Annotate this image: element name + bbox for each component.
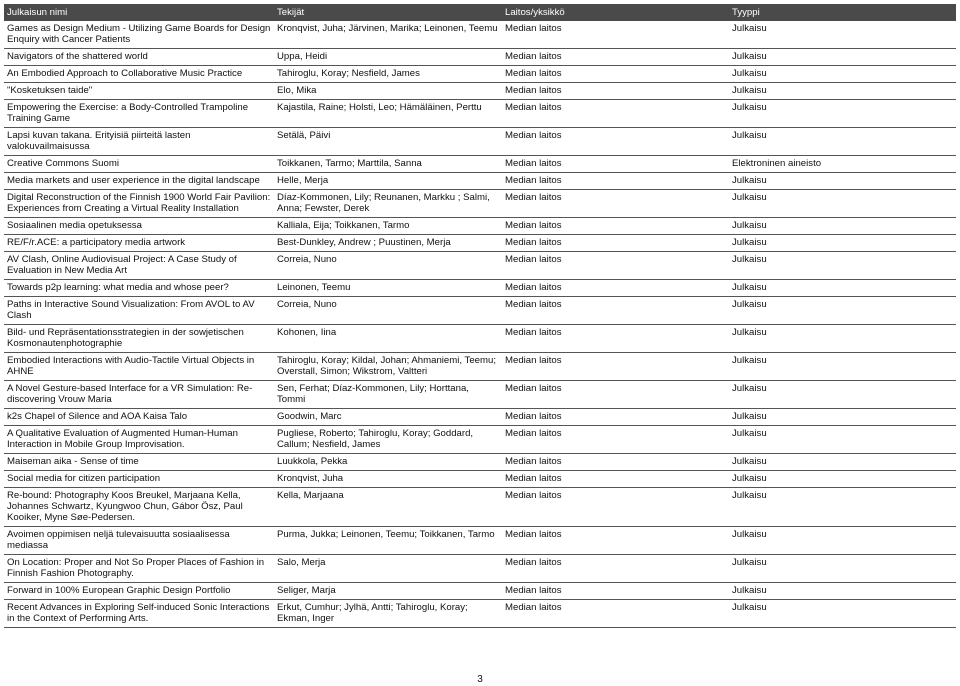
- header-type: Tyyppi: [729, 4, 956, 21]
- publication-type: Julkaisu: [729, 190, 956, 218]
- authors: Setälä, Päivi: [274, 128, 502, 156]
- publication-title: Re-bound: Photography Koos Breukel, Marjaana Kella, Johannes Schwartz, Kyungwoo Chun, Gábor Ösz, Paul Kooiker, Myne Søe-Pedersen.: [4, 488, 274, 527]
- table-row: [4, 527, 956, 555]
- department: Median laitos: [502, 156, 729, 173]
- publication-title: RE/F/r.ACE: a participatory media artwork: [4, 235, 274, 252]
- table-row: [4, 426, 956, 454]
- publication-type: Julkaisu: [729, 527, 956, 555]
- publication-type: Julkaisu: [729, 471, 956, 488]
- publication-title: AV Clash, Online Audiovisual Project: A Case Study of Evaluation in New Media Art: [4, 252, 274, 280]
- publication-title: An Embodied Approach to Collaborative Music Practice: [4, 66, 274, 83]
- publication-type: Julkaisu: [729, 49, 956, 66]
- publication-title: Towards p2p learning: what media and whose peer?: [4, 280, 274, 297]
- publication-type: Julkaisu: [729, 555, 956, 583]
- authors: Luukkola, Pekka: [274, 454, 502, 471]
- publication-type: Julkaisu: [729, 325, 956, 353]
- table-row: [4, 325, 956, 353]
- publication-type: Julkaisu: [729, 297, 956, 325]
- publication-title: Recent Advances in Exploring Self-induced Sonic Interactions in the Context of Performing Arts.: [4, 600, 274, 628]
- authors: Correia, Nuno: [274, 252, 502, 280]
- publication-type: Julkaisu: [729, 21, 956, 49]
- table-row: [4, 49, 956, 66]
- table-row: [4, 555, 956, 583]
- publication-type: Julkaisu: [729, 100, 956, 128]
- table-row: [4, 280, 956, 297]
- publication-title: Bild- und Repräsentationsstrategien in der sowjetischen Kosmonautenphotographie: [4, 325, 274, 353]
- table-row: [4, 218, 956, 235]
- publication-title: Empowering the Exercise: a Body-Controlled Trampoline Training Game: [4, 100, 274, 128]
- publication-type: Julkaisu: [729, 381, 956, 409]
- publication-title: Paths in Interactive Sound Visualization: From AVOL to AV Clash: [4, 297, 274, 325]
- department: Median laitos: [502, 100, 729, 128]
- publication-type: Julkaisu: [729, 353, 956, 381]
- publication-title: k2s Chapel of Silence and AOA Kaisa Talo: [4, 409, 274, 426]
- publication-title: Sosiaalinen media opetuksessa: [4, 218, 274, 235]
- table-row: [4, 83, 956, 100]
- publication-type: Julkaisu: [729, 280, 956, 297]
- department: Median laitos: [502, 280, 729, 297]
- publication-type: Julkaisu: [729, 173, 956, 190]
- authors: Pugliese, Roberto; Tahiroglu, Koray; Goddard, Callum; Nesfield, James: [274, 426, 502, 454]
- publication-title: A Qualitative Evaluation of Augmented Human-Human Interaction in Mobile Group Improvisation.: [4, 426, 274, 454]
- publication-list: [4, 4, 956, 628]
- publication-title: Navigators of the shattered world: [4, 49, 274, 66]
- publication-title: Embodied Interactions with Audio-Tactile Virtual Objects in AHNE: [4, 353, 274, 381]
- department: Median laitos: [502, 381, 729, 409]
- authors: Seliger, Marja: [274, 583, 502, 600]
- table-row: [4, 454, 956, 471]
- table-row: [4, 252, 956, 280]
- publication-type: Julkaisu: [729, 488, 956, 527]
- table-row: [4, 156, 956, 173]
- publication-title: Forward in 100% European Graphic Design Portfolio: [4, 583, 274, 600]
- department: Median laitos: [502, 409, 729, 426]
- publication-title: Maiseman aika - Sense of time: [4, 454, 274, 471]
- publication-type: Julkaisu: [729, 600, 956, 628]
- authors: Kronqvist, Juha: [274, 471, 502, 488]
- publication-title: Digital Reconstruction of the Finnish 1900 World Fair Pavilion: Experiences from Creating a Virtual Reality Installation: [4, 190, 274, 218]
- publication-title: On Location: Proper and Not So Proper Places of Fashion in Finnish Fashion Photography.: [4, 555, 274, 583]
- publication-type: Julkaisu: [729, 218, 956, 235]
- department: Median laitos: [502, 583, 729, 600]
- table-row: [4, 600, 956, 628]
- publication-title: Creative Commons Suomi: [4, 156, 274, 173]
- authors: Kajastila, Raine; Holsti, Leo; Hämäläinen, Perttu: [274, 100, 502, 128]
- department: Median laitos: [502, 555, 729, 583]
- publication-title: Games as Design Medium - Utilizing Game Boards for Design Enquiry with Cancer Patients: [4, 21, 274, 49]
- page-number: 3: [477, 674, 483, 685]
- publication-title: "Kosketuksen taide": [4, 83, 274, 100]
- publication-title: Social media for citizen participation: [4, 471, 274, 488]
- publication-type: Julkaisu: [729, 83, 956, 100]
- authors: Kronqvist, Juha; Järvinen, Marika; Leinonen, Teemu: [274, 21, 502, 49]
- header-title: Julkaisun nimi: [4, 4, 274, 21]
- publications-table: [4, 4, 956, 628]
- department: Median laitos: [502, 527, 729, 555]
- department: Median laitos: [502, 471, 729, 488]
- table-header-row: [4, 4, 956, 21]
- authors: Kalliala, Eija; Toikkanen, Tarmo: [274, 218, 502, 235]
- table-row: [4, 381, 956, 409]
- table-row: [4, 409, 956, 426]
- table-row: [4, 128, 956, 156]
- table-row: [4, 488, 956, 527]
- department: Median laitos: [502, 426, 729, 454]
- authors: Tahiroglu, Koray; Nesfield, James: [274, 66, 502, 83]
- authors: Correia, Nuno: [274, 297, 502, 325]
- department: Median laitos: [502, 454, 729, 471]
- table-row: [4, 583, 956, 600]
- table-row: [4, 100, 956, 128]
- authors: Salo, Merja: [274, 555, 502, 583]
- authors: Sen, Ferhat; Díaz-Kommonen, Lily; Horttana, Tommi: [274, 381, 502, 409]
- authors: Helle, Merja: [274, 173, 502, 190]
- table-row: [4, 190, 956, 218]
- authors: Toikkanen, Tarmo; Marttila, Sanna: [274, 156, 502, 173]
- authors: Goodwin, Marc: [274, 409, 502, 426]
- header-department: Laitos/yksikkö: [502, 4, 729, 21]
- publication-type: Julkaisu: [729, 66, 956, 83]
- table-row: [4, 471, 956, 488]
- department: Median laitos: [502, 218, 729, 235]
- department: Median laitos: [502, 325, 729, 353]
- authors: Díaz-Kommonen, Lily; Reunanen, Markku ; Salmi, Anna; Fewster, Derek: [274, 190, 502, 218]
- authors: Erkut, Cumhur; Jylhä, Antti; Tahiroglu, Koray; Ekman, Inger: [274, 600, 502, 628]
- publication-type: Julkaisu: [729, 426, 956, 454]
- authors: Kohonen, Iina: [274, 325, 502, 353]
- table-row: [4, 297, 956, 325]
- department: Median laitos: [502, 190, 729, 218]
- department: Median laitos: [502, 297, 729, 325]
- publication-title: Lapsi kuvan takana. Erityisiä piirteitä lasten valokuvailmaisussa: [4, 128, 274, 156]
- table-row: [4, 66, 956, 83]
- department: Median laitos: [502, 252, 729, 280]
- table-row: [4, 353, 956, 381]
- publication-type: Julkaisu: [729, 128, 956, 156]
- department: Median laitos: [502, 49, 729, 66]
- authors: Best-Dunkley, Andrew ; Puustinen, Merja: [274, 235, 502, 252]
- authors: Tahiroglu, Koray; Kildal, Johan; Ahmaniemi, Teemu; Overstall, Simon; Wikstrom, Valtteri: [274, 353, 502, 381]
- authors: Leinonen, Teemu: [274, 280, 502, 297]
- department: Median laitos: [502, 600, 729, 628]
- authors: Elo, Mika: [274, 83, 502, 100]
- authors: Purma, Jukka; Leinonen, Teemu; Toikkanen, Tarmo: [274, 527, 502, 555]
- department: Median laitos: [502, 83, 729, 100]
- department: Median laitos: [502, 488, 729, 527]
- department: Median laitos: [502, 66, 729, 83]
- publication-type: Elektroninen aineisto: [729, 156, 956, 173]
- authors: Uppa, Heidi: [274, 49, 502, 66]
- publication-type: Julkaisu: [729, 409, 956, 426]
- department: Median laitos: [502, 21, 729, 49]
- publication-type: Julkaisu: [729, 235, 956, 252]
- department: Median laitos: [502, 235, 729, 252]
- publication-title: Avoimen oppimisen neljä tulevaisuutta sosiaalisessa mediassa: [4, 527, 274, 555]
- publication-type: Julkaisu: [729, 252, 956, 280]
- publication-type: Julkaisu: [729, 454, 956, 471]
- department: Median laitos: [502, 173, 729, 190]
- department: Median laitos: [502, 353, 729, 381]
- table-row: [4, 235, 956, 252]
- department: Median laitos: [502, 128, 729, 156]
- header-authors: Tekijät: [274, 4, 502, 21]
- table-row: [4, 21, 956, 49]
- publication-title: Media markets and user experience in the digital landscape: [4, 173, 274, 190]
- publication-type: Julkaisu: [729, 583, 956, 600]
- authors: Kella, Marjaana: [274, 488, 502, 527]
- table-row: [4, 173, 956, 190]
- publication-title: A Novel Gesture-based Interface for a VR Simulation: Re-discovering Vrouw Maria: [4, 381, 274, 409]
